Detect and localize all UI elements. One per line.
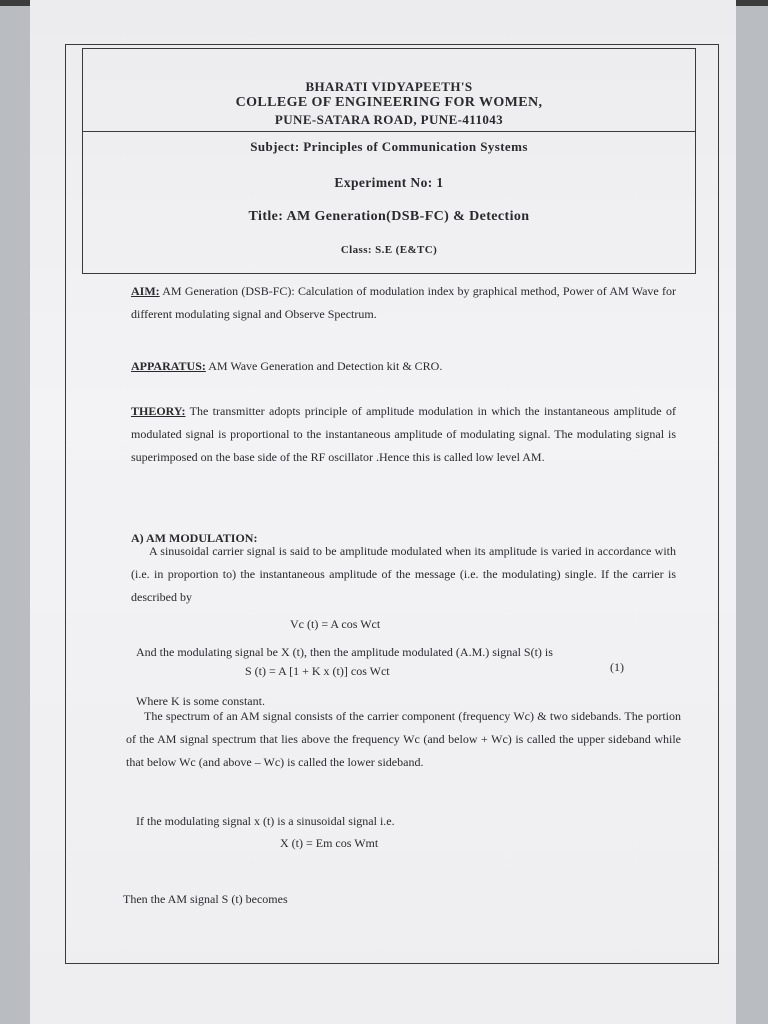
subject-line: Subject: Principles of Communication Systems	[250, 139, 528, 154]
apparatus-paragraph	[131, 355, 676, 378]
college-address: PUNE-SATARA ROAD, PUNE-411043	[274, 112, 504, 127]
theory-text: The transmitter adopts principle of amplitude modulation in which the instantaneous amplitude of modulated signal is proportional to the instantaneous amplitude of modulating signal. The modulating signal is superimposed on the base side of the RF oscillator .Hence this is called low level AM.	[131, 404, 676, 464]
header-box	[82, 48, 696, 274]
class-line: Class: S.E (E&TC)	[340, 244, 438, 256]
theory-paragraph	[131, 400, 676, 469]
experiment-title: Title: AM Generation(DSB-FC) & Detection	[248, 209, 530, 224]
equation-number: (1)	[610, 660, 624, 674]
am-para-carrier: A sinusoidal carrier signal is said to be amplitude modulated when its amplitude is varied in accordance with (i.e. in proportion to) the instantaneous amplitude of the message (i.e. the modulating) single. If the carrier is described by	[131, 544, 676, 604]
constant-note: Where K is some constant.	[136, 694, 265, 708]
am-para-modulating: And the modulating signal be X (t), then the amplitude modulated (A.M.) signal S(t) is	[136, 645, 553, 659]
aim-text: AM Generation (DSB-FC): Calculation of modulation index by graphical method, Power of AM Wave for different modulating signal and Observe Spectrum.	[131, 284, 676, 321]
sinusoidal-intro: If the modulating signal x (t) is a sinusoidal signal i.e.	[136, 814, 395, 828]
am-modulation-heading: A) AM MODULATION:	[131, 531, 258, 545]
modulating-equation: X (t) = Em cos Wmt	[280, 836, 379, 850]
header-divider	[83, 131, 695, 132]
aim-label: AIM:	[131, 284, 160, 298]
theory-label: THEORY:	[131, 404, 186, 418]
college-name: COLLEGE OF ENGINEERING FOR WOMEN,	[235, 95, 543, 110]
am-signal-becomes: Then the AM signal S (t) becomes	[123, 892, 288, 906]
institution-name: BHARATI VIDYAPEETH'S	[305, 79, 473, 94]
aim-paragraph	[131, 280, 676, 326]
am-signal-equation: S (t) = A [1 + K x (t)] cos Wct	[245, 664, 390, 678]
spectrum-paragraph: The spectrum of an AM signal consists of the carrier component (frequency Wc) & two sidebands. The portion of the AM signal spectrum that lies above the frequency Wc (and below + Wc) is called the upper sideband while that below Wc (and above – Wc) is called the lower sideband.	[126, 709, 681, 769]
carrier-equation: Vc (t) = A cos Wct	[290, 617, 381, 631]
apparatus-label: APPARATUS:	[131, 359, 206, 373]
apparatus-text: AM Wave Generation and Detection kit & CRO.	[205, 359, 443, 373]
experiment-number: Experiment No: 1	[334, 175, 444, 190]
